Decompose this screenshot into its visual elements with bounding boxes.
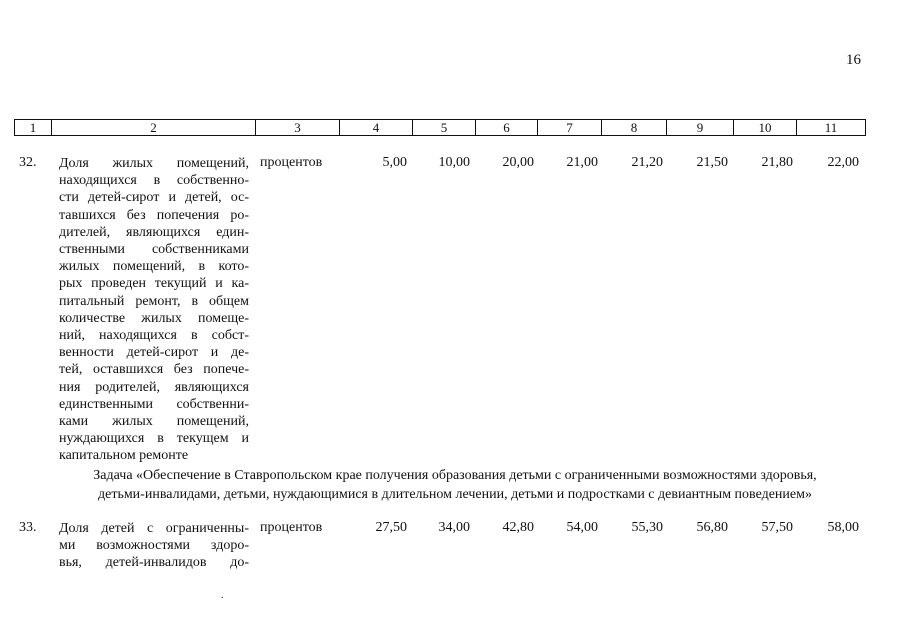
description-line: Доля жилых помещений, [59, 156, 249, 171]
value-col-7: 21,00 [566, 155, 598, 170]
column-header-9: 9 [667, 120, 734, 135]
row-description [59, 155, 249, 465]
row-number: 33. [19, 520, 37, 535]
value-col-6: 20,00 [502, 155, 534, 170]
description-line: ками жилых помещений, [59, 414, 249, 430]
task-heading-line-1: Задача «Обеспечение в Ставропольском крае получения образования детьми с ограниченными возможностями здоровья, [93, 468, 817, 483]
value-col-11: 22,00 [827, 155, 859, 170]
description-line: тавшихся без попечения ро- [59, 207, 249, 223]
description-line: рых проведен текущий и ка- [59, 276, 249, 292]
value-col-10: 21,80 [761, 155, 793, 170]
column-header-6: 6 [476, 120, 538, 135]
description-line: жилых помещений, в кото- [59, 259, 249, 275]
description-line: дителей, являющихся един- [59, 224, 249, 240]
description-line: вья, детей-инвалидов до- [59, 555, 249, 571]
column-header-11: 11 [824, 120, 838, 135]
value-col-9: 56,80 [696, 520, 728, 535]
value-col-4: 27,50 [375, 520, 407, 535]
description-line: ния родителей, являющихся [59, 379, 249, 395]
description-line: венности детей-сирот и де- [59, 345, 249, 361]
column-header-7: 7 [538, 120, 602, 135]
value-col-5: 10,00 [438, 155, 470, 170]
description-line: ний, находящихся в собст- [59, 328, 249, 344]
row-unit: процентов [260, 520, 323, 535]
description-line: тей, оставшихся без попече- [59, 362, 249, 378]
value-col-4: 5,00 [382, 155, 407, 170]
row-number: 32. [19, 155, 37, 170]
column-header-5: 5 [413, 120, 476, 135]
description-line: питальный ремонт, в общем [59, 293, 249, 309]
value-col-10: 57,50 [761, 520, 793, 535]
value-col-5: 34,00 [438, 520, 470, 535]
value-col-9: 21,50 [696, 155, 728, 170]
description-line: количестве жилых помеще- [59, 310, 249, 326]
task-heading-line-2: детьми-инвалидами, детьми, нуждающимися в длительном лечении, детьми и подростками с девиантным поведением» [97, 487, 812, 502]
column-header-10: 10 [734, 120, 797, 135]
value-col-8: 55,30 [631, 520, 663, 535]
description-line: ми возможностями здоро- [59, 538, 249, 554]
value-col-6: 42,80 [502, 520, 534, 535]
row-unit: процентов [260, 155, 323, 170]
row-description [59, 520, 249, 572]
column-header-2: 2 [52, 120, 256, 135]
description-line: ственными собственниками [59, 242, 249, 258]
value-col-11: 58,00 [827, 520, 859, 535]
column-header-row [14, 119, 866, 136]
description-line: сти детей-сирот и детей, ос- [59, 190, 249, 206]
description-line: нуждающихся в текущем и [59, 431, 249, 447]
description-line: находящихся в собственно- [59, 173, 249, 189]
page-number: 16 [846, 52, 861, 68]
task-heading [50, 466, 860, 504]
description-line: капитальном ремонте [59, 448, 189, 464]
column-header-1: 1 [15, 120, 52, 135]
description-line: Доля детей с ограниченны- [59, 521, 249, 536]
column-header-4: 4 [340, 120, 413, 135]
value-col-8: 21,20 [631, 155, 663, 170]
value-col-7: 54,00 [566, 520, 598, 535]
column-header-8: 8 [602, 120, 667, 135]
stray-mark: . [221, 590, 224, 601]
column-header-3: 3 [256, 120, 340, 135]
description-line: единственными собственни- [59, 396, 249, 412]
